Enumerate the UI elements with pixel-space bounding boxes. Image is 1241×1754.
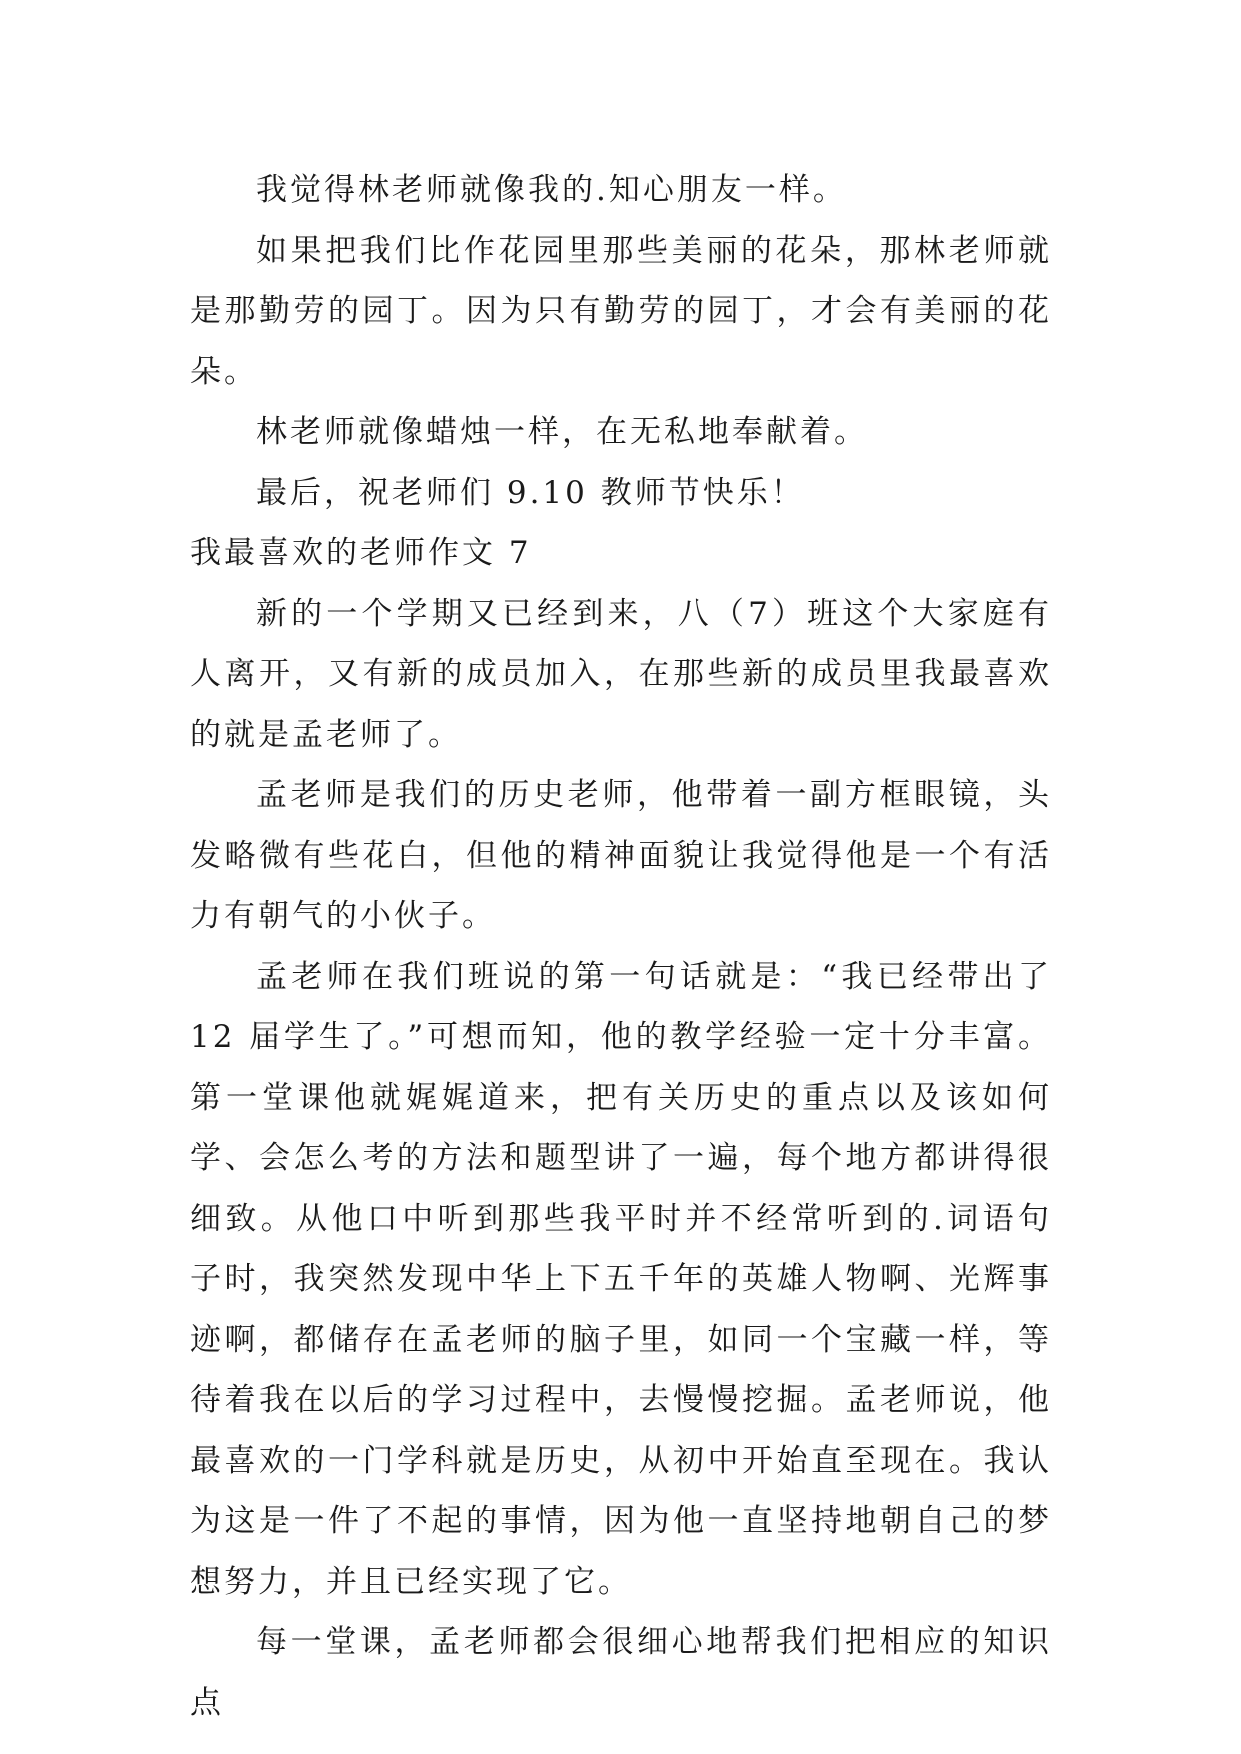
paragraph: 我觉得林老师就像我的.知心朋友一样。 [256,172,847,208]
paragraph: 每一堂课，孟老师都会很细心地帮我们把相应的知识点 [190,1624,1052,1721]
paragraph: 最后，祝老师们 9.10 教师节快乐！ [256,474,805,511]
paragraph: 如果把我们比作花园里那些美丽的花朵，那林老师就是那勤劳的园丁。因为只有勤劳的园丁，才会有美丽的花朵。 [190,232,1052,390]
paragraph: 新的一个学期又已经到来，八（7）班这个大家庭有人离开，又有新的成员加入，在那些新的成员里我最喜欢的就是孟老师了。 [190,595,1052,753]
paragraph: 孟老师在我们班说的第一句话就是：“我已经带出了 12 届学生了。”可想而知，他的教学经验一定十分丰富。第一堂课他就娓娓道来，把有关历史的重点以及该如何学、会怎么考的方法和题型讲了一遍，每个地方都讲得很细致。从他口中听到那些我平时并不经常听到的.词语句子时，我突然发现中华上下五千年的英雄人物啊、光辉事迹啊，都储存在孟老师的脑子里，如同一个宝藏一样，等待着我在以后的学习过程中，去慢慢挖掘。孟老师说，他最喜欢的一门学科就是历史，从初中开始直至现在。我认为这是一件了不起的事情，因为他一直坚持地朝自己的梦想努力，并且已经实现了它。 [190,958,1052,1600]
paragraph: 林老师就像蜡烛一样，在无私地奉献着。 [256,414,868,450]
document-body [190,160,1052,1733]
paragraph: 孟老师是我们的历史老师，他带着一副方框眼镜，头发略微有些花白，但他的精神面貌让我觉得他是一个有活力有朝气的小伙子。 [190,777,1052,934]
essay-heading: 我最喜欢的老师作文 7 [190,535,532,571]
